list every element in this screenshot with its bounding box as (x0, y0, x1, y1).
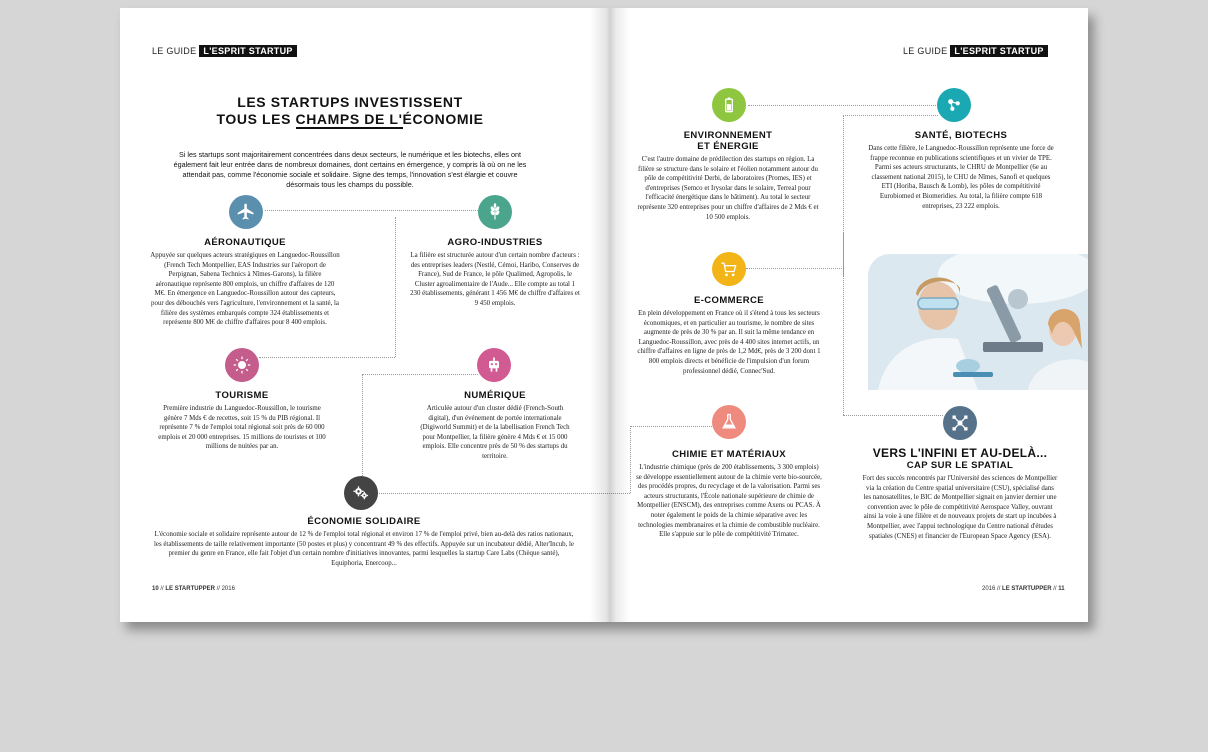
section-title: NUMÉRIQUE (464, 390, 526, 401)
section-text: L'économie sociale et solidaire représente autour de 12 % de l'emploi total régional et environ 17 % de l'emploi privé, bien au-delà des ratios nationaux, les établissements de taille relativement importante (50 postes et plus) y concentrant 49 % des effectifs. Appuyée sur un incubateur dédié, Alter'Incub, le premier du genre en France, elle fait l'objet d'un certain nombre d'initiatives innovantes, parmi lesquelles la startup Care Labs (Chèque santé), Equiphoria, Enercoop... (154, 531, 574, 567)
left-footer: 10 // LE STARTUPPER // 2016 (152, 586, 235, 592)
section-text: Première industrie du Languedoc-Roussillon, le tourisme génère 7 Mds € de recettes, soit 15 % du PIB régional. Il représente 7 % de l'emploi total régional soit près de 60 000 emplois et 20 000 entreprises. 15 millions de touristes et 100 millions de nuitées par an. (158, 405, 326, 451)
connector (630, 426, 712, 427)
connector (843, 415, 943, 416)
robot-icon (477, 348, 511, 382)
section-title: AÉRONAUTIQUE (204, 237, 286, 248)
title-line-2: TOUS LES CHAMPS DE L'ÉCONOMIE (216, 111, 484, 127)
lab-photo (868, 254, 1088, 390)
cart-icon (712, 252, 746, 286)
section-title: ENVIRONNEMENT ET ÉNERGIE (683, 130, 773, 152)
section-e-commerce (634, 295, 824, 376)
guide-tag: L'ESPRIT STARTUP (950, 45, 1047, 57)
guide-tag: L'ESPRIT STARTUP (199, 45, 296, 57)
section-agro-industries (410, 237, 580, 309)
title-line-1: LES STARTUPS INVESTISSENT (237, 94, 463, 110)
intro-paragraph: Si les startups sont majoritairement concentrées dans deux secteurs, le numérique et les biotechs, elles ont également fait leur entrée dans de nombreux domaines, dont certains en émergence, y compris là où on ne les attendait pas, comme l'économie sociale et solidaire. Signe des temps, l'innovation s'est élargie et couvre désormais tous les champs du possible. (173, 150, 527, 189)
section-text: Appuyée sur quelques acteurs stratégiques en Languedoc-Roussillon (French Tech Montpellier, EAS Industries sur l'aéroport de Perpignan, Sabena Technics à Nîmes-Garons), la filière aéronautique représente 800 emplois, un chiffre d'affaires de 120 M€. En émergence en Languedoc-Roussillon autour des capteurs, pour des débouchés vers l'agriculture, l'environnement et la santé, la filière des systèmes embarqués compte 324 établissements et représente 800 M€ de chiffre d'affaires pour 8 400 emplois. (150, 252, 340, 327)
section-text: Fort des succès rencontrés par l'Université des sciences de Montpellier via la création du Centre spatial universitaire (CSU), spécialisé dans les nanosatellites, le BIC de Montpellier signait en janvier dernier une convention avec le pôle de compétitivité Aerospace Valley, ouvrant ainsi la voie à une filière et de nouveaux projets de start up incubées à Montpellier, avec l'appui technologique du Centre national d'études spatiales (CNES) et financier de l'European Space Agency (ESA). (862, 475, 1058, 540)
battery-icon (712, 88, 746, 122)
section-text: C'est l'autre domaine de prédilection des startups en région. La filière se structure dans le solaire et l'éolien notamment autour du pôle de compétitivité Derbi, de laboratoires (Promes, IES) et d'entreprises (Semco et Irysolar dans le solaire, Terreal pour l'efficacité énergétique dans le bâtiment). Au total le secteur représente 320 entreprises pour un chiffre d'affaires de 2 Mds € et 10 500 emplois. (637, 156, 819, 221)
section-text: La filière est structurée autour d'un certain nombre d'acteurs : des entreprises leaders (Nestlé, Cémoi, Haribo, Conserves de France), Sud de France, le pôle Qualimed, Agropolis, le Cluster agroalimentaire de l'Aude... Elle compte au total 1 230 établissements, générant 1 456 M€ de chiffre d'affaires et 9 450 emplois. (410, 252, 580, 307)
magazine-spread (120, 8, 1088, 622)
guide-label: LE GUIDE (152, 46, 197, 56)
left-guide-header (152, 46, 297, 56)
connector (362, 374, 363, 486)
wheat-icon (478, 195, 512, 229)
flask-icon (712, 405, 746, 439)
section-title: AGRO-INDUSTRIES (447, 237, 543, 248)
spine-shadow (590, 8, 630, 622)
connector (746, 268, 844, 269)
connector (748, 105, 938, 106)
section-title: CHIMIE ET MATÉRIAUX (671, 449, 787, 460)
section-aeronautique (150, 237, 340, 328)
guide-label: LE GUIDE (903, 46, 948, 56)
section-spatial (862, 446, 1058, 541)
section-numerique (416, 390, 574, 462)
section-economie-solidaire (154, 516, 574, 568)
section-title: E-COMMERCE (694, 295, 764, 306)
right-guide-header (903, 46, 1048, 56)
right-footer: 2016 // LE STARTUPPER // 11 (982, 586, 1065, 592)
page-title (180, 94, 520, 128)
section-environnement (636, 130, 820, 222)
connector (843, 115, 844, 415)
section-tourisme (156, 390, 328, 452)
section-title: SANTÉ, BIOTECHS (914, 130, 1008, 141)
connector (259, 357, 395, 358)
section-text: Articulée autour d'un cluster dédié (French-South digital), d'un événement de portée internationale (Digiworld Summit) et de la labellisation French Tech pour Montpellier, la filière génère 4 Mds € et 15 000 emplois. Elle concentre près de 50 % des startups du territoire. (420, 405, 570, 460)
connector (843, 115, 938, 116)
connector (362, 374, 478, 375)
section-subtitle: CAP SUR LE SPATIAL (906, 460, 1014, 471)
section-title: VERS L'INFINI ET AU-DELÀ... (872, 446, 1048, 460)
section-title: TOURISME (215, 390, 269, 401)
section-text: En plein développement en France où il s'étend à tous les secteurs économiques, et en particulier au tourisme, le nombre de sites augmente de près de 30 % par an. Il suit la même tendance en Languedoc-Roussillon, avec près de 4 400 sites internet actifs, un chiffre d'affaires en ligne de près de 1,2 Md€, près de 3 200 dont 1 800 emplois directs et bénéficie de l'impulsion d'un forum professionnel dédié, Connec'Sud. (637, 310, 821, 375)
satellite-icon (943, 406, 977, 440)
connector (630, 426, 631, 493)
section-chimie-materiaux (636, 449, 822, 540)
molecule-icon (937, 88, 971, 122)
section-sante-biotechs (868, 130, 1054, 211)
sun-icon (225, 348, 259, 382)
section-text: Dans cette filière, le Languedoc-Roussillon représente une force de frappe reconnue en publications scientifiques et un vivier de TPE. Parmi ses acteurs structurants, le CHRU de Montpellier (6e au classement national 2015), le CHU de Nîmes, Sanofi et quelques ETI (Horiba, Bausch & Lomb), les pôles de compétitivité Eurobiomed et Biomeridies. Au total, la filière compte 618 entreprises, 23 222 emplois. (868, 145, 1054, 210)
section-title: ÉCONOMIE SOLIDAIRE (307, 516, 421, 527)
gears-icon (344, 476, 378, 510)
connector (395, 217, 396, 357)
section-text: L'industrie chimique (près de 200 établissements, 3 300 emplois) se développe essentiellement autour de la chimie verte bio-sourcée, des procédés propres, du recyclage et de la valorisation. Parmi ses acteurs structurants, l'École nationale supérieure de chimie de Montpellier (ENSCM), des entreprises comme Axens ou PCAS. À noter également le poids de la chimie séparative avec les technologies membranaires et la chimie de combustible nucléaire. Elle s'appuie sur le pôle de compétitivité Trimatec. (636, 464, 822, 539)
connector (265, 210, 480, 211)
airplane-icon (229, 195, 263, 229)
